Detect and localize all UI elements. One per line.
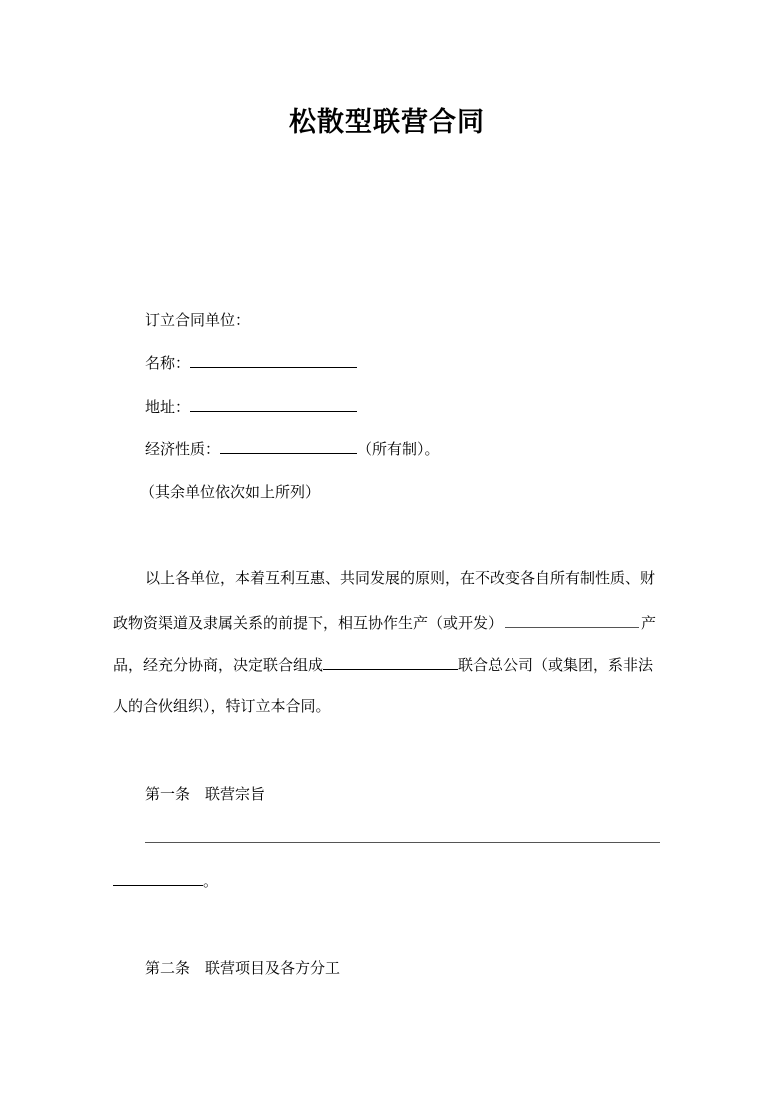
name-label: 名称： (145, 354, 191, 372)
name-blank (190, 352, 357, 368)
address-blank (190, 396, 357, 412)
parties-heading: 订立合同单位： (145, 311, 251, 329)
economic-nature-suffix: （所有制）。 (357, 440, 440, 458)
preamble-line-3 (113, 654, 653, 675)
address-label: 地址： (145, 398, 191, 416)
name-field-row (145, 352, 357, 373)
preamble-line-3-end: 联合总公司（或集团，系非法 (458, 656, 654, 674)
purpose-continuation-blank (113, 870, 203, 886)
company-name-blank (323, 654, 458, 670)
preamble-line-2-text: 政物资渠道及隶属关系的前提下，相互协作生产（或开发） (113, 614, 504, 632)
preamble-line-2 (113, 612, 656, 633)
economic-nature-row (145, 438, 440, 459)
document-title: 松散型联营合同 (289, 107, 485, 138)
preamble-line-2-end: 产 (641, 614, 657, 632)
product-blank (505, 612, 639, 628)
purpose-end-mark: 。 (203, 872, 219, 890)
preamble-line-3-text: 品，经充分协商，决定联合组成 (113, 656, 324, 674)
address-field-row (145, 396, 357, 417)
article-1-heading: 第一条 联营宗旨 (145, 785, 266, 803)
article-1-purpose-blank (145, 842, 660, 843)
economic-nature-blank (220, 438, 357, 454)
preamble-line-4: 人的合伙组织），特订立本合同。 (113, 697, 331, 715)
article-2-heading: 第二条 联营项目及各方分工 (145, 959, 341, 977)
other-parties-note: （其余单位依次如上所列） (140, 483, 321, 501)
article-1-purpose-end (113, 870, 218, 891)
preamble-line-1: 以上各单位，本着互利互惠、共同发展的原则，在不改变各自所有制性质、财 (145, 569, 656, 587)
economic-nature-label: 经济性质： (145, 440, 221, 458)
